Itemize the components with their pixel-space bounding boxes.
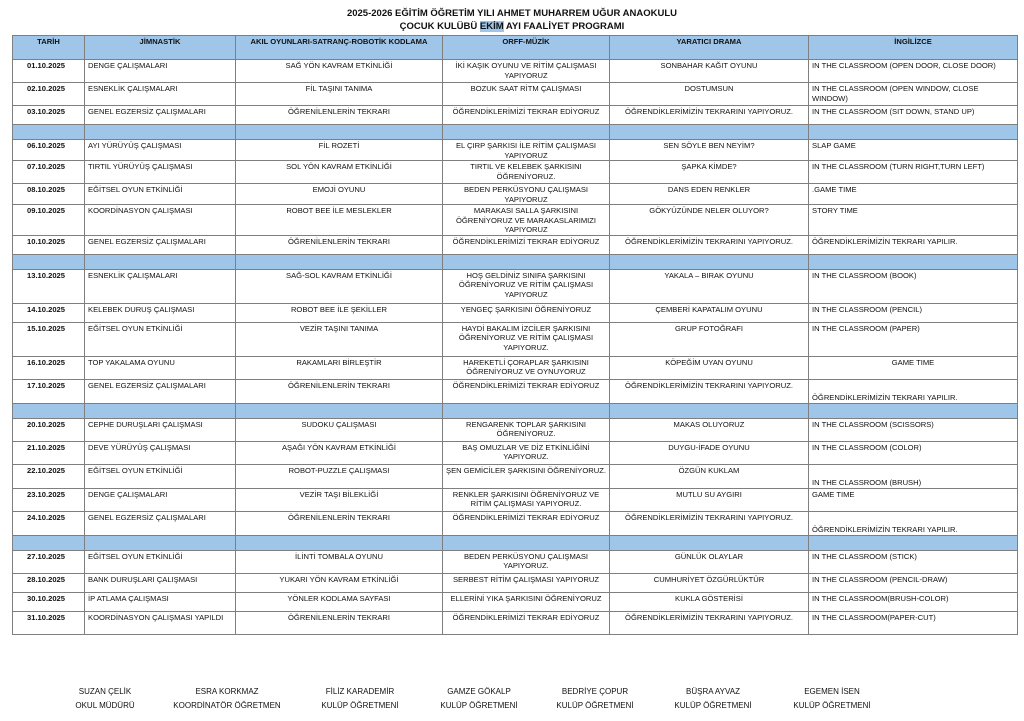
gymnastics-cell: BANK DURUŞLARI ÇALIŞMASI [85,573,236,592]
creative-drama-cell: DANS EDEN RENKLER [610,184,809,205]
orff-music-cell: ELLERİNİ YIKA ŞARKISINI ÖĞRENİYORUZ [443,592,610,611]
table-row [13,184,1018,205]
signature-block [762,685,902,713]
date-cell: 06.10.2025 [13,140,85,161]
gymnastics-cell: KOORDİNASYON ÇALIŞMASI YAPILDI [85,611,236,634]
date-cell: 02.10.2025 [13,83,85,106]
mind-games-cell: SUDOKU ÇALIŞMASI [236,418,443,441]
english-cell: IN THE CLASSROOM (COLOR) [809,441,1018,464]
gymnastics-cell: KELEBEK DURUŞ ÇALIŞMASI [85,303,236,322]
signature-name: GAMZE GÖKALP [447,687,511,696]
table-row [13,611,1018,634]
creative-drama-cell: SONBAHAR KAĞIT OYUNU [610,60,809,83]
date-cell: 15.10.2025 [13,322,85,356]
date-cell: 21.10.2025 [13,441,85,464]
table-row [13,464,1018,488]
separator-cell [809,125,1018,140]
orff-music-cell: EL ÇIRP ŞARKISI İLE RİTİM ÇALIŞMASI YAPIYORUZ [443,140,610,161]
gymnastics-cell: EĞİTSEL OYUN ETKİNLİĞİ [85,322,236,356]
gymnastics-cell: EĞİTSEL OYUN ETKİNLİĞİ [85,464,236,488]
separator-cell [85,403,236,418]
week-separator [13,535,1018,550]
mind-games-cell: RAKAMLARI BİRLEŞTİR [236,356,443,379]
gymnastics-cell: GENEL EGZERSİZ ÇALIŞMALARI [85,235,236,254]
orff-music-cell: TIRTIL VE KELEBEK ŞARKISINI ÖĞRENİYORUZ. [443,161,610,184]
signature-name: BÜŞRA AYVAZ [686,687,740,696]
orff-music-cell: BEDEN PERKÜSYONU ÇALIŞMASI YAPIYORUZ [443,184,610,205]
signature-role: KULÜP ÖĞRETMENİ [321,701,399,710]
orff-music-cell: SERBEST RİTİM ÇALIŞMASI YAPIYORUZ [443,573,610,592]
gymnastics-cell: EĞİTSEL OYUN ETKİNLİĞİ [85,550,236,573]
english-cell: IN THE CLASSROOM (PENCIL) [809,303,1018,322]
document-title: 2025-2026 EĞİTİM ÖĞRETİM YILI AHMET MUHARREM UĞUR ANAOKULU [346,8,678,19]
signature-role: KULÜP ÖĞRETMENİ [556,701,634,710]
separator-cell [13,403,85,418]
separator-cell [610,125,809,140]
signature-role: KULÜP ÖĞRETMENİ [793,701,871,710]
mind-games-cell: VEZİR TAŞI BİLEKLİĞİ [236,488,443,511]
separator-cell [13,125,85,140]
signature-role: KULÜP ÖĞRETMENİ [440,701,518,710]
creative-drama-cell: YAKALA – BIRAK OYUNU [610,269,809,303]
signature-name: BEDRİYE ÇOPUR [561,687,629,696]
orff-music-cell: MARAKASI SALLA ŞARKISINI ÖĞRENİYORUZ VE MARAKASLARIMIZI YAPIYORUZ [443,205,610,236]
orff-music-cell: YENGEÇ ŞARKISINI ÖĞRENİYORUZ [443,303,610,322]
header-english: İNGİLİZCE [809,36,1018,60]
creative-drama-cell: MUTLU SU AYGIRI [610,488,809,511]
separator-cell [85,254,236,269]
date-cell: 09.10.2025 [13,205,85,236]
table-row [13,106,1018,125]
date-cell: 30.10.2025 [13,592,85,611]
creative-drama-cell: GÖKYÜZÜNDE NELER OLUYOR? [610,205,809,236]
mind-games-cell: VEZİR TAŞINI TANIMA [236,322,443,356]
orff-music-cell: BEDEN PERKÜSYONU ÇALIŞMASI YAPIYORUZ. [443,550,610,573]
separator-cell [236,403,443,418]
creative-drama-cell: ÇEMBERİ KAPATALIM OYUNU [610,303,809,322]
gymnastics-cell: CEPHE DURUŞLARI ÇALIŞMASI [85,418,236,441]
orff-music-cell: RENGARENK TOPLAR ŞARKISINI ÖĞRENİYORUZ. [443,418,610,441]
table-row [13,418,1018,441]
creative-drama-cell: CUMHURİYET ÖZGÜRLÜKTÜR [610,573,809,592]
date-cell: 22.10.2025 [13,464,85,488]
separator-cell [13,254,85,269]
english-cell: IN THE CLASSROOM (BRUSH) [809,464,1018,488]
english-cell: IN THE CLASSROOM (SIT DOWN, STAND UP) [809,106,1018,125]
table-row [13,322,1018,356]
orff-music-cell: ŞEN GEMİCİLER ŞARKISINI ÖĞRENİYORUZ. [443,464,610,488]
date-cell: 13.10.2025 [13,269,85,303]
date-cell: 28.10.2025 [13,573,85,592]
english-cell: IN THE CLASSROOM (OPEN WINDOW, CLOSE WINDOW) [809,83,1018,106]
mind-games-cell: ÖĞRENİLENLERİN TEKRARI [236,106,443,125]
creative-drama-cell: ÖZGÜN KUKLAM [610,464,809,488]
creative-drama-cell: DOSTUMSUN [610,83,809,106]
subtitle-prefix: ÇOCUK KULÜBÜ [399,21,480,32]
creative-drama-cell: ÖĞRENDİKLERİMİZİN TEKRARINI YAPIYORUZ. [610,235,809,254]
signature-name: EGEMEN İSEN [804,687,860,696]
separator-cell [443,254,610,269]
creative-drama-cell: ÖĞRENDİKLERİMİZİN TEKRARINI YAPIYORUZ. [610,106,809,125]
date-cell: 03.10.2025 [13,106,85,125]
gymnastics-cell: EĞİTSEL OYUN ETKİNLİĞİ [85,184,236,205]
orff-music-cell: HAYDİ BAKALIM İZCİLER ŞARKISINI ÖĞRENİYORUZ VE RİTİM ÇALIŞMASI YAPIYORUZ. [443,322,610,356]
date-cell: 17.10.2025 [13,379,85,403]
table-row [13,592,1018,611]
gymnastics-cell: AYI YÜRÜYÜŞ ÇALIŞMASI [85,140,236,161]
english-cell: IN THE CLASSROOM(PAPER-CUT) [809,611,1018,634]
table-row [13,269,1018,303]
table-row [13,235,1018,254]
english-cell: IN THE CLASSROOM (STICK) [809,550,1018,573]
orff-music-cell: ÖĞRENDİKLERİMİZİ TEKRAR EDİYORUZ [443,106,610,125]
signature-footer [0,685,1024,715]
gymnastics-cell: DEVE YÜRÜYÜŞ ÇALIŞMASI [85,441,236,464]
english-cell: IN THE CLASSROOM (PAPER) [809,322,1018,356]
mind-games-cell: YUKARI YÖN KAVRAM ETKİNLİĞİ [236,573,443,592]
orff-music-cell: İKİ KAŞIK OYUNU VE RİTİM ÇALIŞMASI YAPIYORUZ [443,60,610,83]
gymnastics-cell: KOORDİNASYON ÇALIŞMASI [85,205,236,236]
orff-music-cell: ÖĞRENDİKLERİMİZİ TEKRAR EDİYORUZ [443,379,610,403]
signature-name: ESRA KORKMAZ [195,687,259,696]
subtitle-month-highlight: EKİM [479,21,504,32]
week-separator [13,125,1018,140]
header-gymnastics: JİMNASTİK [85,36,236,60]
separator-cell [610,535,809,550]
mind-games-cell: ÖĞRENİLENLERİN TEKRARI [236,511,443,535]
orff-music-cell: BAŞ OMUZLAR VE DİZ ETKİNLİĞİNİ YAPIYORUZ. [443,441,610,464]
table-row [13,161,1018,184]
mind-games-cell: YÖNLER KODLAMA SAYFASI [236,592,443,611]
creative-drama-cell: SEN SÖYLE BEN NEYİM? [610,140,809,161]
separator-cell [610,254,809,269]
mind-games-cell: SAĞ YÖN KAVRAM ETKİNLİĞİ [236,60,443,83]
separator-cell [236,254,443,269]
table-row [13,60,1018,83]
mind-games-cell: ROBOT BEE İLE ŞEKİLLER [236,303,443,322]
creative-drama-cell: DUYGU-İFADE OYUNU [610,441,809,464]
separator-cell [236,125,443,140]
mind-games-cell: ROBOT BEE İLE MESLEKLER [236,205,443,236]
date-cell: 20.10.2025 [13,418,85,441]
mind-games-cell: ÖĞRENİLENLERİN TEKRARI [236,235,443,254]
creative-drama-cell: ÖĞRENDİKLERİMİZİN TEKRARINI YAPIYORUZ. [610,511,809,535]
table-row [13,140,1018,161]
orff-music-cell: ÖĞRENDİKLERİMİZİ TEKRAR EDİYORUZ [443,611,610,634]
english-cell: ÖĞRENDİKLERİMİZİN TEKRARI YAPILIR. [809,379,1018,403]
activity-table [12,35,1018,635]
creative-drama-cell: ŞAPKA KİMDE? [610,161,809,184]
mind-games-cell: ROBOT-PUZZLE ÇALIŞMASI [236,464,443,488]
creative-drama-cell: KÖPEĞİM UYAN OYUNU [610,356,809,379]
table-row [13,379,1018,403]
orff-music-cell: HOŞ GELDİNİZ SINIFA ŞARKISINI ÖĞRENİYORUZ VE RİTİM ÇALIŞMASI YAPIYORUZ [443,269,610,303]
week-separator [13,403,1018,418]
gymnastics-cell: DENGE ÇALIŞMALARI [85,488,236,511]
date-cell: 14.10.2025 [13,303,85,322]
date-cell: 01.10.2025 [13,60,85,83]
date-cell: 16.10.2025 [13,356,85,379]
mind-games-cell: FİL TAŞINI TANIMA [236,83,443,106]
mind-games-cell: ÖĞRENİLENLERİN TEKRARI [236,379,443,403]
subtitle-suffix: AYI FAALİYET PROGRAMI [503,21,625,32]
table-row [13,205,1018,236]
date-cell: 08.10.2025 [13,184,85,205]
header-mind-games: AKIL OYUNLARI-SATRANÇ-ROBOTİK KODLAMA [236,36,443,60]
date-cell: 23.10.2025 [13,488,85,511]
gymnastics-cell: ESNEKLİK ÇALIŞMALARI [85,269,236,303]
signature-role: OKUL MÜDÜRÜ [75,701,135,710]
separator-cell [236,535,443,550]
gymnastics-cell: ESNEKLİK ÇALIŞMALARI [85,83,236,106]
english-cell: GAME TIME [809,356,1018,379]
gymnastics-cell: GENEL EGZERSİZ ÇALIŞMALARI [85,511,236,535]
header-creative-drama: YARATICI DRAMA [610,36,809,60]
gymnastics-cell: TIRTIL YÜRÜYÜŞ ÇALIŞMASI [85,161,236,184]
gymnastics-cell: TOP YAKALAMA OYUNU [85,356,236,379]
creative-drama-cell: ÖĞRENDİKLERİMİZİN TEKRARINI YAPIYORUZ. [610,611,809,634]
table-header-row [13,36,1018,60]
english-cell: ÖĞRENDİKLERİMİZİN TEKRARI YAPILIR. [809,235,1018,254]
separator-cell [443,535,610,550]
table-row [13,303,1018,322]
separator-cell [809,535,1018,550]
mind-games-cell: SOL YÖN KAVRAM ETKİNLİĞİ [236,161,443,184]
header-orff-music: ORFF-MÜZİK [443,36,610,60]
signature-name: SUZAN ÇELİK [78,687,132,696]
english-cell: IN THE CLASSROOM (OPEN DOOR, CLOSE DOOR) [809,60,1018,83]
english-cell: IN THE CLASSROOM (SCISSORS) [809,418,1018,441]
date-cell: 24.10.2025 [13,511,85,535]
orff-music-cell: BOZUK SAAT RİTM ÇALIŞMASI [443,83,610,106]
table-row [13,573,1018,592]
mind-games-cell: SAĞ-SOL KAVRAM ETKİNLİĞİ [236,269,443,303]
creative-drama-cell: GÜNLÜK OLAYLAR [610,550,809,573]
mind-games-cell: FİL ROZETİ [236,140,443,161]
orff-music-cell: ÖĞRENDİKLERİMİZİ TEKRAR EDİYORUZ [443,511,610,535]
signature-name: FİLİZ KARADEMİR [325,687,395,696]
table-row [13,511,1018,535]
creative-drama-cell: KUKLA GÖSTERİSİ [610,592,809,611]
signature-block [35,685,175,713]
english-cell: IN THE CLASSROOM (PENCIL-DRAW) [809,573,1018,592]
english-cell: STORY TIME [809,205,1018,236]
separator-cell [610,403,809,418]
separator-cell [443,125,610,140]
separator-cell [85,535,236,550]
table-row [13,83,1018,106]
table-row [13,550,1018,573]
english-cell: .GAME TIME [809,184,1018,205]
english-cell: IN THE CLASSROOM (BOOK) [809,269,1018,303]
separator-cell [443,403,610,418]
mind-games-cell: AŞAĞI YÖN KAVRAM ETKİNLİĞİ [236,441,443,464]
separator-cell [809,403,1018,418]
signature-block [157,685,297,713]
english-cell: SLAP GAME [809,140,1018,161]
creative-drama-cell: MAKAS OLUYORUZ [610,418,809,441]
gymnastics-cell: GENEL EGZERSİZ ÇALIŞMALARI [85,106,236,125]
signature-role: KOORDİNATÖR ÖĞRETMEN [173,701,281,710]
header-date: TARİH [13,36,85,60]
gymnastics-cell: İP ATLAMA ÇALIŞMASI [85,592,236,611]
date-cell: 10.10.2025 [13,235,85,254]
creative-drama-cell: GRUP FOTOĞRAFI [610,322,809,356]
orff-music-cell: HAREKETLİ ÇORAPLAR ŞARKISINI ÖĞRENİYORUZ VE OYNUYORUZ [443,356,610,379]
english-cell: GAME TIME [809,488,1018,511]
signature-role: KULÜP ÖĞRETMENİ [674,701,752,710]
separator-cell [809,254,1018,269]
orff-music-cell: ÖĞRENDİKLERİMİZİ TEKRAR EDİYORUZ [443,235,610,254]
week-separator [13,254,1018,269]
date-cell: 07.10.2025 [13,161,85,184]
table-row [13,441,1018,464]
mind-games-cell: İLİNTİ TOMBALA OYUNU [236,550,443,573]
creative-drama-cell: ÖĞRENDİKLERİMİZİN TEKRARINI YAPIYORUZ. [610,379,809,403]
document-subtitle [0,21,1024,32]
separator-cell [85,125,236,140]
date-cell: 27.10.2025 [13,550,85,573]
mind-games-cell: EMOJİ OYUNU [236,184,443,205]
gymnastics-cell: DENGE ÇALIŞMALARI [85,60,236,83]
date-cell: 31.10.2025 [13,611,85,634]
orff-music-cell: RENKLER ŞARKISINI ÖĞRENİYORUZ VE RİTİM ÇALIŞMASI YAPIYORUZ. [443,488,610,511]
english-cell: IN THE CLASSROOM(BRUSH-COLOR) [809,592,1018,611]
table-row [13,488,1018,511]
english-cell: IN THE CLASSROOM (TURN RIGHT,TURN LEFT) [809,161,1018,184]
gymnastics-cell: GENEL EGZERSİZ ÇALIŞMALARI [85,379,236,403]
mind-games-cell: ÖĞRENİLENLERİN TEKRARI [236,611,443,634]
separator-cell [13,535,85,550]
english-cell: ÖĞRENDİKLERİMİZİN TEKRARI YAPILIR. [809,511,1018,535]
table-row [13,356,1018,379]
